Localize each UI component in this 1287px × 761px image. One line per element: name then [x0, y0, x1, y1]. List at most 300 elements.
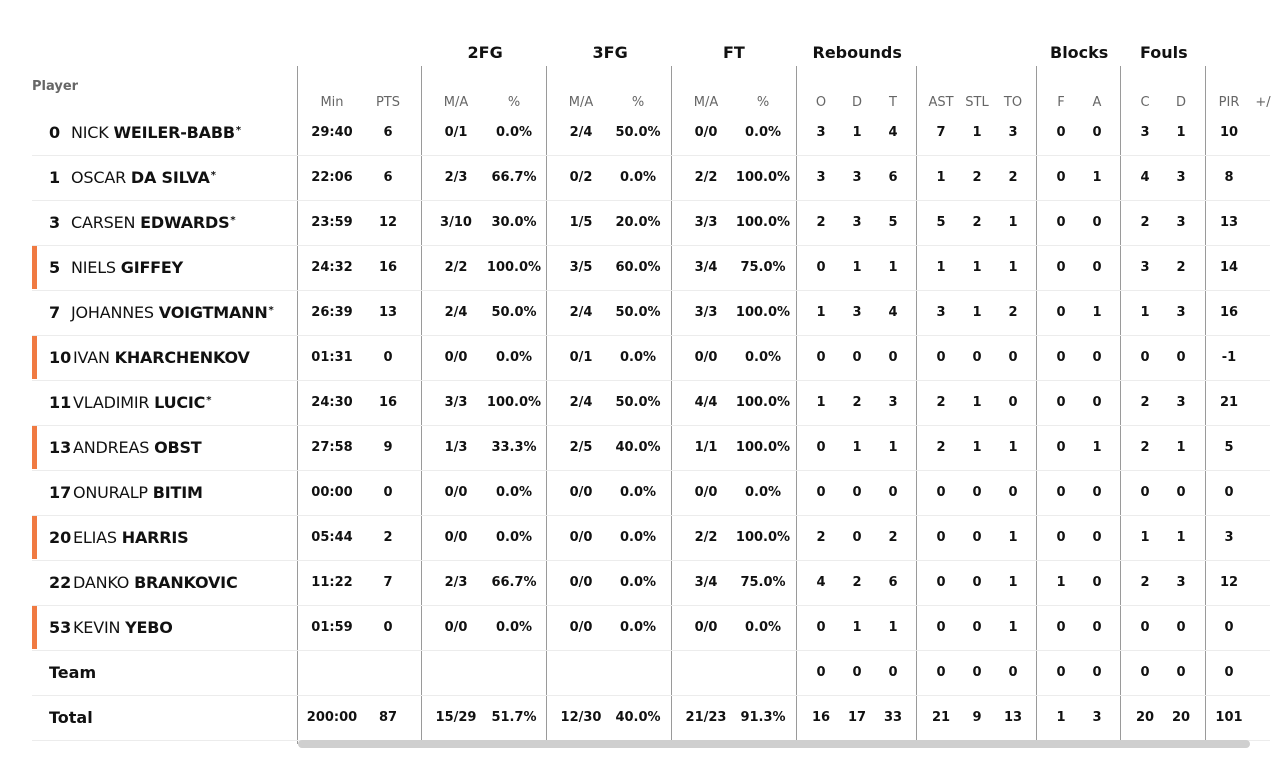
stat-cell: 3/5 — [569, 260, 593, 275]
stat-cell: 6 — [383, 170, 393, 185]
column-header[interactable]: PIR — [1218, 95, 1240, 110]
column-header[interactable]: D — [851, 95, 862, 110]
stat-cell: 91.3% — [740, 710, 786, 725]
stat-cell: 0 — [1092, 215, 1102, 230]
stat-cell: 1 — [852, 440, 862, 455]
player-first-name: NIELS — [71, 258, 116, 277]
stat-cell: 3 — [1176, 395, 1186, 410]
stat-cell: 0 — [888, 350, 898, 365]
stat-cell: 1 — [1008, 575, 1018, 590]
stat-cell: 0.0% — [495, 620, 533, 635]
stat-cell: 0/0 — [444, 350, 468, 365]
stat-cell: 3 — [888, 395, 898, 410]
column-header[interactable]: C — [1140, 95, 1150, 110]
stat-cell: 0/0 — [569, 485, 593, 500]
stat-cell: 2/4 — [569, 395, 593, 410]
stat-cell: 1 — [972, 395, 982, 410]
stat-cell: 13 — [1219, 215, 1239, 230]
stat-cell: 1 — [972, 305, 982, 320]
stat-cell: 0 — [1056, 395, 1066, 410]
stat-cell: 1 — [936, 170, 946, 185]
stat-cell: 1 — [1140, 305, 1150, 320]
stat-cell: 75.0% — [740, 260, 786, 275]
player-row[interactable] — [32, 155, 1270, 201]
stat-cell: 1 — [1092, 170, 1102, 185]
stat-cell: 2/4 — [444, 305, 468, 320]
stat-cell: 0 — [1056, 260, 1066, 275]
stat-cell: 0 — [1092, 575, 1102, 590]
column-header[interactable]: A — [1092, 95, 1102, 110]
player-last-name: OBST — [154, 438, 202, 457]
stat-cell: 24:32 — [311, 260, 353, 275]
stat-cell: 2 — [1176, 260, 1186, 275]
stat-cell: 0 — [888, 665, 898, 680]
stat-cell: 9 — [383, 440, 393, 455]
player-name[interactable] — [73, 573, 237, 592]
stat-cell: 1 — [972, 440, 982, 455]
stat-cell: 22:06 — [311, 170, 353, 185]
stat-cell: 2 — [816, 215, 826, 230]
stat-cell: 4/4 — [694, 395, 718, 410]
stat-cell: 1 — [852, 620, 862, 635]
column-header[interactable]: M/A — [568, 95, 594, 110]
player-name[interactable] — [71, 303, 274, 322]
stat-cell: 0/0 — [444, 530, 468, 545]
stat-cell: 0 — [1140, 485, 1150, 500]
stat-cell: 2/3 — [444, 575, 468, 590]
stat-cell: 3 — [1140, 260, 1150, 275]
stat-cell: 1 — [1008, 530, 1018, 545]
stat-cell: 1 — [1176, 530, 1186, 545]
stat-cell: 4 — [888, 305, 898, 320]
stat-cell: 0 — [972, 530, 982, 545]
stat-cell: 3 — [1176, 215, 1186, 230]
player-number: 17 — [49, 483, 72, 502]
player-row[interactable] — [32, 605, 1270, 651]
stat-cell: 51.7% — [491, 710, 537, 725]
player-name[interactable] — [71, 213, 235, 232]
stat-cell: 1 — [1176, 125, 1186, 140]
stat-cell: 3/4 — [694, 575, 718, 590]
column-header[interactable]: M/A — [443, 95, 469, 110]
stat-cell: 0 — [936, 575, 946, 590]
stat-cell: 01:59 — [311, 620, 353, 635]
stat-cell: 0 — [1056, 665, 1066, 680]
stat-cell: -1 — [1221, 350, 1237, 365]
stat-cell: 2 — [816, 530, 826, 545]
stat-cell: 1 — [852, 125, 862, 140]
column-header[interactable]: % — [631, 95, 645, 110]
column-header[interactable]: Min — [320, 95, 344, 110]
stat-cell: 3 — [1092, 710, 1102, 725]
stat-cell: 2 — [383, 530, 393, 545]
stat-cell: 0 — [1092, 530, 1102, 545]
player-first-name: DANKO — [73, 573, 130, 592]
stat-cell: 0 — [888, 485, 898, 500]
starter-mark: * — [210, 170, 216, 181]
stat-cell: 87 — [378, 710, 398, 725]
player-last-name: LUCIC — [154, 393, 206, 412]
player-row[interactable] — [32, 245, 1270, 291]
player-row[interactable] — [32, 515, 1270, 561]
stat-cell: 3 — [852, 215, 862, 230]
stat-cell: 40.0% — [615, 440, 661, 455]
stat-cell: 0.0% — [744, 485, 782, 500]
stat-cell: 8 — [1224, 170, 1234, 185]
stat-cell: 2 — [1008, 170, 1018, 185]
group-header-2fg: 2FG — [467, 43, 503, 62]
stat-cell: 0.0% — [619, 620, 657, 635]
stat-cell: 6 — [888, 170, 898, 185]
stat-cell: 10 — [1219, 125, 1239, 140]
column-header[interactable]: D — [1175, 95, 1186, 110]
stat-cell: 200:00 — [306, 710, 358, 725]
player-row[interactable] — [32, 560, 1270, 606]
stat-cell: 0 — [972, 350, 982, 365]
player-row[interactable] — [32, 335, 1270, 381]
stat-cell: 50.0% — [615, 305, 661, 320]
stat-cell: 4 — [816, 575, 826, 590]
stat-cell: 0 — [1056, 170, 1066, 185]
total-label: Total — [49, 708, 93, 727]
stat-cell: 1 — [1140, 530, 1150, 545]
stat-cell: 2 — [972, 215, 982, 230]
stat-cell: 0/0 — [444, 485, 468, 500]
stat-cell: 0 — [852, 530, 862, 545]
player-name[interactable] — [73, 438, 202, 457]
column-header[interactable]: AST — [928, 95, 954, 110]
player-row[interactable] — [32, 380, 1270, 426]
player-row[interactable] — [32, 470, 1270, 516]
stat-cell: 0.0% — [744, 620, 782, 635]
stat-cell: 3 — [1140, 125, 1150, 140]
stat-cell: 12 — [378, 215, 398, 230]
stat-cell: 50.0% — [491, 305, 537, 320]
stat-cell: 0/0 — [569, 575, 593, 590]
bench-indicator — [32, 606, 37, 649]
stat-cell: 1 — [888, 440, 898, 455]
stat-cell: 100.0% — [735, 305, 791, 320]
stat-cell: 0/0 — [694, 620, 718, 635]
stat-cell: 0 — [1092, 395, 1102, 410]
stat-cell: 3 — [1176, 170, 1186, 185]
group-header-fouls: Fouls — [1140, 43, 1188, 62]
stat-cell: 27:58 — [311, 440, 353, 455]
stat-cell: 0 — [1176, 665, 1186, 680]
stat-cell: 2/2 — [694, 530, 718, 545]
bench-indicator — [32, 426, 37, 469]
player-first-name: CARSEN — [71, 213, 136, 232]
stat-cell: 1 — [1008, 620, 1018, 635]
stat-cell: 0 — [1176, 485, 1186, 500]
stat-cell: 0.0% — [495, 485, 533, 500]
stat-cell: 0.0% — [744, 125, 782, 140]
stat-cell: 66.7% — [491, 575, 537, 590]
player-number: 22 — [49, 573, 72, 592]
stat-cell: 21 — [931, 710, 951, 725]
team-row — [32, 650, 1270, 696]
stat-cell: 2/4 — [569, 305, 593, 320]
player-row[interactable] — [32, 200, 1270, 246]
player-name[interactable] — [73, 528, 188, 547]
column-header[interactable]: % — [756, 95, 770, 110]
stat-cell: 5 — [936, 215, 946, 230]
stat-cell: 2 — [852, 395, 862, 410]
stat-cell: 2 — [1140, 575, 1150, 590]
player-last-name: BITIM — [152, 483, 203, 502]
stat-cell: 3/3 — [444, 395, 468, 410]
stat-cell: 0 — [1056, 215, 1066, 230]
stat-cell: 0/0 — [694, 350, 718, 365]
stat-cell: 0 — [816, 350, 826, 365]
column-header[interactable]: PTS — [375, 95, 401, 110]
stat-cell: 2 — [972, 170, 982, 185]
stat-cell: 0 — [816, 620, 826, 635]
player-first-name: ONURALP — [73, 483, 148, 502]
column-header[interactable]: O — [815, 95, 827, 110]
stat-cell: 0 — [852, 350, 862, 365]
stat-cell: 15/29 — [435, 710, 477, 725]
stat-cell: 2 — [936, 440, 946, 455]
player-row[interactable] — [32, 110, 1270, 156]
stat-cell: 01:31 — [311, 350, 353, 365]
stat-cell: 0 — [1092, 350, 1102, 365]
stat-cell: 1 — [816, 305, 826, 320]
stat-cell: 17 — [847, 710, 867, 725]
player-last-name: KHARCHENKOV — [114, 348, 250, 367]
stat-cell: 0.0% — [619, 575, 657, 590]
stat-cell: 0 — [383, 620, 393, 635]
stat-cell: 0/2 — [569, 170, 593, 185]
stat-cell: 50.0% — [615, 125, 661, 140]
stat-cell: 0 — [1224, 485, 1234, 500]
stat-cell: 1 — [972, 125, 982, 140]
stat-cell: 0 — [972, 485, 982, 500]
player-number: 1 — [49, 168, 61, 187]
stat-cell: 16 — [1219, 305, 1239, 320]
stat-cell: 100.0% — [735, 530, 791, 545]
stat-cell: 3 — [1176, 305, 1186, 320]
stat-cell: 12 — [1219, 575, 1239, 590]
stat-cell: 0 — [1176, 620, 1186, 635]
stat-cell: 60.0% — [615, 260, 661, 275]
player-number: 5 — [49, 258, 61, 277]
group-header-blocks: Blocks — [1050, 43, 1109, 62]
stat-cell: 2/5 — [569, 440, 593, 455]
stat-cell: 2 — [1140, 215, 1150, 230]
stat-cell: 1/3 — [444, 440, 468, 455]
player-number: 3 — [49, 213, 61, 232]
player-last-name: WEILER-BABB — [113, 123, 235, 142]
player-name[interactable] — [71, 258, 183, 277]
column-header[interactable]: T — [889, 95, 897, 110]
stat-cell: 75.0% — [740, 575, 786, 590]
column-header[interactable]: +/ — [1255, 95, 1271, 110]
stat-cell: 12/30 — [560, 710, 602, 725]
stat-cell: 33 — [883, 710, 903, 725]
stat-cell: 0 — [1092, 485, 1102, 500]
player-name[interactable] — [73, 393, 211, 412]
stat-cell: 3 — [1176, 575, 1186, 590]
column-header[interactable]: STL — [965, 95, 989, 110]
stat-cell: 0 — [936, 665, 946, 680]
player-name[interactable] — [73, 618, 173, 637]
stat-cell: 0 — [972, 620, 982, 635]
stat-cell: 0 — [383, 485, 393, 500]
stat-cell: 20 — [1135, 710, 1155, 725]
player-name[interactable] — [71, 168, 216, 187]
stat-cell: 0.0% — [619, 170, 657, 185]
stat-cell: 0 — [936, 485, 946, 500]
stat-cell: 1/5 — [569, 215, 593, 230]
stat-cell: 3 — [1008, 125, 1018, 140]
stat-cell: 0.0% — [619, 530, 657, 545]
stat-cell: 20 — [1171, 710, 1191, 725]
stat-cell: 1/1 — [694, 440, 718, 455]
stat-cell: 101 — [1215, 710, 1243, 725]
stat-cell: 100.0% — [735, 215, 791, 230]
player-row[interactable] — [32, 425, 1270, 471]
player-number: 7 — [49, 303, 61, 322]
stat-cell: 1 — [936, 260, 946, 275]
stat-cell: 13 — [378, 305, 398, 320]
stat-cell: 3/3 — [694, 305, 718, 320]
stat-cell: 7 — [936, 125, 946, 140]
stat-cell: 3/3 — [694, 215, 718, 230]
stat-cell: 0 — [816, 485, 826, 500]
stat-cell: 21/23 — [685, 710, 727, 725]
player-name[interactable] — [71, 123, 241, 142]
stat-cell: 11:22 — [311, 575, 353, 590]
player-first-name: KEVIN — [73, 618, 121, 637]
stat-cell: 66.7% — [491, 170, 537, 185]
stat-cell: 0 — [1008, 665, 1018, 680]
stat-cell: 0 — [1056, 125, 1066, 140]
stat-cell: 33.3% — [491, 440, 537, 455]
stat-cell: 29:40 — [311, 125, 353, 140]
player-number: 0 — [49, 123, 61, 142]
stat-cell: 2/4 — [569, 125, 593, 140]
stat-cell: 0 — [1224, 620, 1234, 635]
player-last-name: HARRIS — [121, 528, 189, 547]
stat-cell: 1 — [1008, 260, 1018, 275]
stat-cell: 0/1 — [569, 350, 593, 365]
horizontal-scrollbar[interactable] — [298, 740, 1250, 748]
player-number: 11 — [49, 393, 72, 412]
stat-cell: 100.0% — [486, 260, 542, 275]
stat-cell: 0.0% — [495, 125, 533, 140]
stat-cell: 2 — [1140, 440, 1150, 455]
stat-cell: 100.0% — [486, 395, 542, 410]
player-first-name: VLADIMIR — [73, 393, 150, 412]
stat-cell: 0.0% — [619, 485, 657, 500]
stat-cell: 2 — [852, 575, 862, 590]
column-header[interactable]: % — [507, 95, 521, 110]
starter-mark: * — [235, 125, 241, 136]
stat-cell: 2 — [1008, 305, 1018, 320]
stat-cell: 0 — [816, 665, 826, 680]
group-header-ft: FT — [723, 43, 745, 62]
stat-cell: 0 — [1092, 620, 1102, 635]
team-label: Team — [49, 663, 97, 682]
stat-cell: 0 — [1140, 620, 1150, 635]
player-first-name: ANDREAS — [73, 438, 150, 457]
player-last-name: EDWARDS — [140, 213, 230, 232]
stat-cell: 3 — [816, 170, 826, 185]
column-header[interactable]: M/A — [693, 95, 719, 110]
player-column-header[interactable]: Player — [32, 79, 79, 94]
stat-cell: 14 — [1219, 260, 1239, 275]
stat-cell: 0/0 — [569, 620, 593, 635]
player-last-name: BRANKOVIC — [134, 573, 238, 592]
stat-cell: 2/2 — [694, 170, 718, 185]
stat-cell: 0 — [1008, 485, 1018, 500]
stat-cell: 0/0 — [444, 620, 468, 635]
stat-cell: 0.0% — [495, 530, 533, 545]
stat-cell: 0 — [936, 620, 946, 635]
player-name[interactable] — [73, 348, 250, 367]
stat-cell: 05:44 — [311, 530, 353, 545]
stat-cell: 0/0 — [694, 485, 718, 500]
stat-cell: 21 — [1219, 395, 1239, 410]
stat-cell: 0 — [1176, 350, 1186, 365]
stat-cell: 3/10 — [440, 215, 472, 230]
stat-cell: 0 — [1092, 125, 1102, 140]
stat-cell: 1 — [972, 260, 982, 275]
stat-cell: 1 — [888, 620, 898, 635]
total-row — [32, 695, 1270, 741]
stat-cell: 5 — [1224, 440, 1234, 455]
stat-cell: 3 — [852, 305, 862, 320]
stat-cell: 0 — [1056, 305, 1066, 320]
stat-cell: 0 — [972, 575, 982, 590]
column-header[interactable]: TO — [1003, 95, 1023, 110]
stat-cell: 20.0% — [615, 215, 661, 230]
stat-cell: 0 — [1092, 260, 1102, 275]
stat-cell: 13 — [1003, 710, 1023, 725]
stat-cell: 0 — [1056, 350, 1066, 365]
column-header[interactable]: F — [1057, 95, 1065, 110]
stat-cell: 0/1 — [444, 125, 468, 140]
player-first-name: ELIAS — [73, 528, 117, 547]
stat-cell: 0 — [383, 350, 393, 365]
stat-cell: 3 — [852, 170, 862, 185]
stat-cell: 0 — [1056, 485, 1066, 500]
player-row[interactable] — [32, 290, 1270, 336]
player-number: 10 — [49, 348, 72, 367]
stat-cell: 1 — [888, 260, 898, 275]
stat-cell: 1 — [1092, 440, 1102, 455]
stat-cell: 0 — [852, 485, 862, 500]
stat-cell: 100.0% — [735, 170, 791, 185]
stat-cell: 24:30 — [311, 395, 353, 410]
stat-cell: 1 — [1056, 710, 1066, 725]
stat-cell: 0 — [936, 530, 946, 545]
stat-cell: 3/4 — [694, 260, 718, 275]
stat-cell: 2/2 — [444, 260, 468, 275]
player-last-name: VOIGTMANN — [158, 303, 268, 322]
stat-cell: 40.0% — [615, 710, 661, 725]
stat-cell: 2 — [936, 395, 946, 410]
stat-cell: 5 — [888, 215, 898, 230]
stat-cell: 1 — [1092, 305, 1102, 320]
player-number: 13 — [49, 438, 72, 457]
player-name[interactable] — [73, 483, 203, 502]
group-header-rebounds: Rebounds — [812, 43, 902, 62]
stat-cell: 0.0% — [495, 350, 533, 365]
bench-indicator — [32, 246, 37, 289]
stat-cell: 16 — [378, 395, 398, 410]
